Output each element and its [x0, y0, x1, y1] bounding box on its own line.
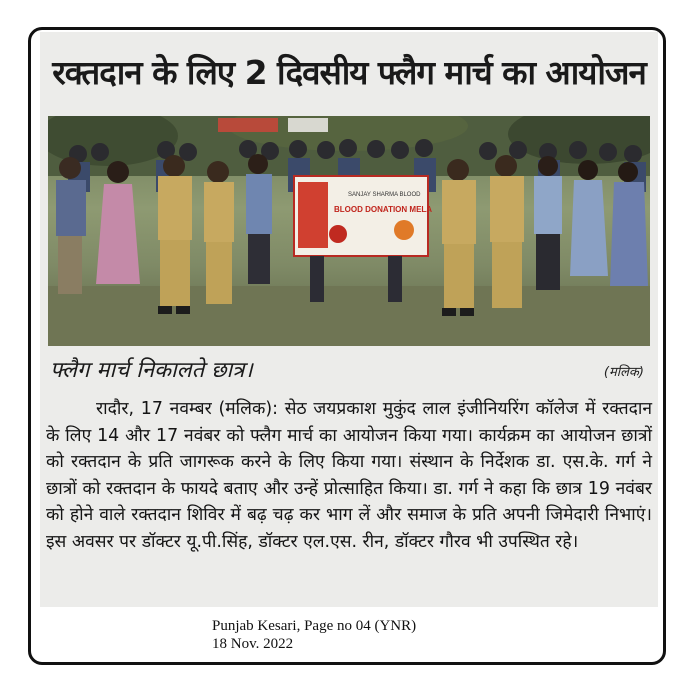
article-body: रादौर, 17 नवम्बर (मलिक): सेठ जयप्रकाश मुकुंद लाल इंजीनियरिंग कॉलेज में रक्तदान के लिए 14 और 17 नवंबर को फ्लैग मार्च का आयोजन किया गया। कार्यक्रम का आयोजन छात्रों को रक्तदान के प्रति जागरूक करने के लिए किया गया। संस्थान के निर्देशक डा. एस.के. गर्ग ने छात्रों को रक्तदान के फायदे बताए और उन्हें प्रोत्साहित किया। डा. गर्ग ने कहा कि छात्र 19 नवंबर को होने वाले रक्तदान शिविर में बढ़ चढ़ कर भाग लें और समाज के प्रति अपनी जिमेदारी निभाएं। इस अवसर पर डॉक्टर यू.पी.सिंह, डॉक्टर एल.एस. रीन, डॉक्टर गौरव भी उपस्थित रहे। — [46, 399, 652, 552]
photo-caption: फ्लैग मार्च निकालते छात्र। — [50, 358, 253, 383]
headline: रक्तदान के लिए 2 दिवसीय फ्लैग मार्च का आयोजन — [52, 52, 646, 92]
photo-caption-bar — [40, 350, 658, 390]
banner-line1: SANJAY SHARMA BLOOD — [348, 192, 421, 198]
source-citation — [212, 617, 416, 653]
banner-title: BLOOD DONATION MELA — [334, 205, 433, 214]
source-publication: Punjab Kesari, Page no 04 (YNR) — [212, 618, 417, 634]
photo-illustration — [48, 116, 650, 346]
source-date: 18 Nov. 2022 — [212, 636, 294, 652]
photo-credit: (मलिक) — [603, 365, 644, 380]
newspaper-clipping — [40, 32, 658, 607]
group-photo — [48, 116, 650, 346]
